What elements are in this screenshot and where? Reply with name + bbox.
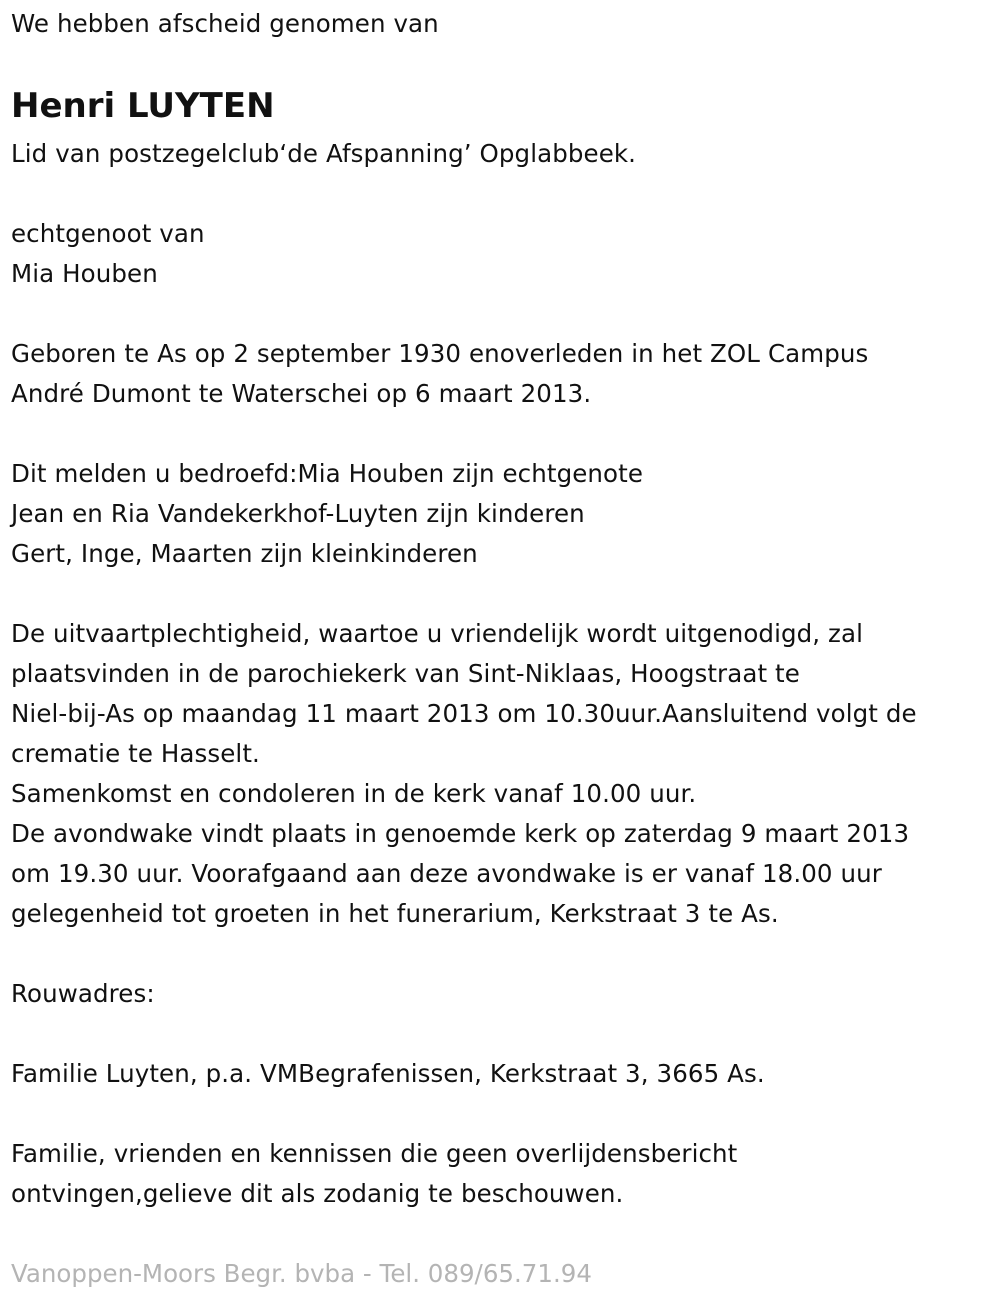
ceremony-line: gelegenheid tot groeten in het funerarium, Kerkstraat 3 te As.: [11, 899, 779, 928]
ceremony-line: Niel-bij-As op maandag 11 maart 2013 om 10.30uur.Aansluitend volgt de: [11, 699, 917, 728]
mourning-address-label: Rouwadres:: [11, 979, 155, 1008]
closing-line: Familie, vrienden en kennissen die geen overlijdensbericht: [11, 1139, 738, 1168]
ceremony-line: De avondwake vindt plaats in genoemde kerk op zaterdag 9 maart 2013: [11, 819, 910, 848]
ceremony-line: om 19.30 uur. Voorafgaand aan deze avondwake is er vanaf 18.00 uur: [11, 859, 882, 888]
ceremony-line: Samenkomst en condoleren in de kerk vanaf 10.00 uur.: [11, 779, 697, 808]
announcer-line: Gert, Inge, Maarten zijn kleinkinderen: [11, 539, 478, 568]
spouse-name: Mia Houben: [11, 259, 158, 288]
announcer-line: Jean en Ria Vandekerkhof-Luyten zijn kinderen: [11, 499, 585, 528]
mourning-address: Familie Luyten, p.a. VMBegrafenissen, Kerkstraat 3, 3665 As.: [11, 1059, 765, 1088]
closing-line: ontvingen,gelieve dit als zodanig te beschouwen.: [11, 1179, 624, 1208]
deceased-name: Henri LUYTEN: [11, 86, 275, 126]
announcer-line: Dit melden u bedroefd:Mia Houben zijn echtgenote: [11, 459, 643, 488]
ceremony-line: De uitvaartplechtigheid, waartoe u vriendelijk wordt uitgenodigd, zal: [11, 619, 864, 648]
intro-text: We hebben afscheid genomen van: [11, 9, 439, 38]
birth-death-line: Geboren te As op 2 september 1930 enoverleden in het ZOL Campus: [11, 339, 869, 368]
ceremony-line: plaatsvinden in de parochiekerk van Sint-Niklaas, Hoogstraat te: [11, 659, 800, 688]
birth-death-line: André Dumont te Waterschei op 6 maart 2013.: [11, 379, 592, 408]
spouse-label: echtgenoot van: [11, 219, 205, 248]
ceremony-line: crematie te Hasselt.: [11, 739, 260, 768]
membership-text: Lid van postzegelclub‘de Afspanning’ Opglabbeek.: [11, 139, 637, 168]
funeral-home-footer: Vanoppen-Moors Begr. bvba - Tel. 089/65.71.94: [11, 1259, 592, 1288]
